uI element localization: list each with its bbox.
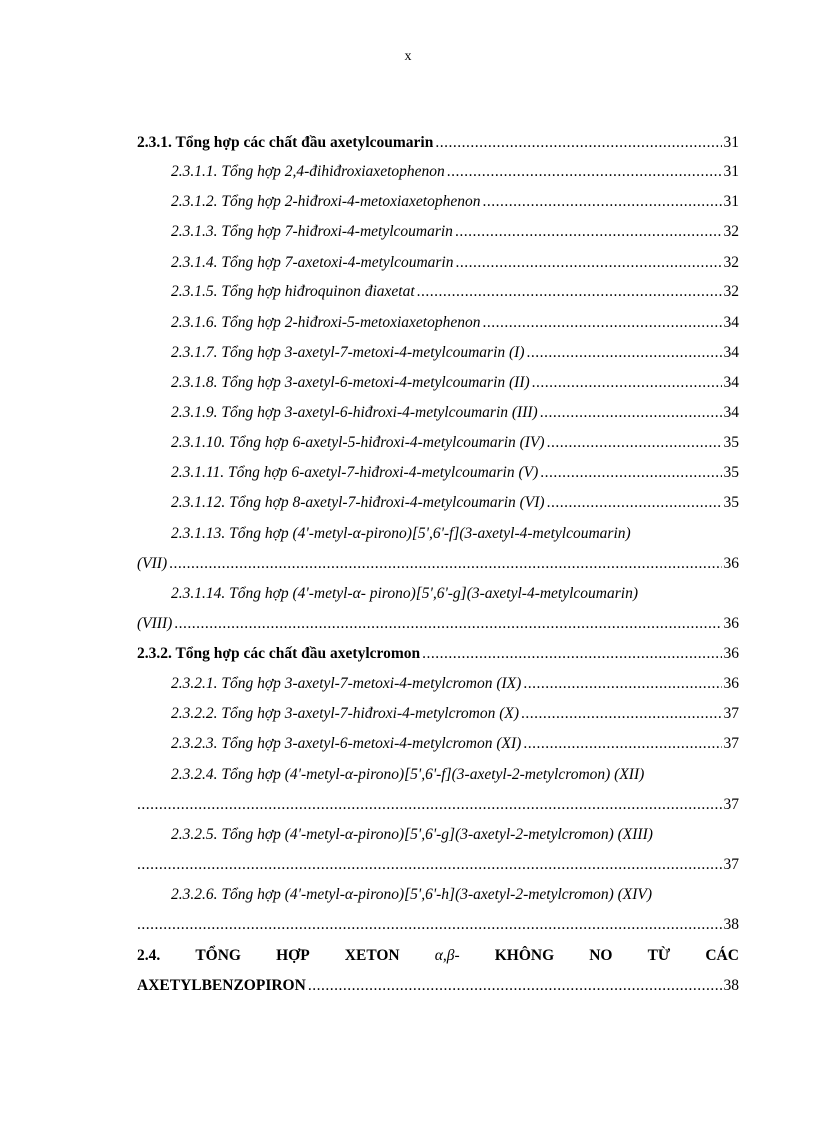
dot-leader (540, 464, 721, 482)
toc-entry[interactable] (171, 193, 739, 211)
toc-entry-page: 36 (723, 645, 739, 662)
toc-entry-2-3-1-13-line1[interactable]: 2.3.1.13. Tổng hợp (4'-metyl-α-pirono)[5',6'-f](3-axetyl-4-metylcoumarin) (171, 525, 631, 542)
toc-entry-2-3-2[interactable] (137, 645, 739, 663)
heading-word: TỔNG (195, 947, 241, 964)
toc-entry-2-3-2-5-line1[interactable]: 2.3.2.5. Tổng hợp (4'-metyl-α-pirono)[5',6'-g](3-axetyl-2-metylcromon) (XIII) (171, 826, 653, 843)
heading-word: NO (589, 947, 613, 964)
dot-leader (435, 134, 721, 152)
dot-leader (482, 314, 721, 332)
toc-entry-page: 36 (723, 555, 739, 572)
toc-entry[interactable] (171, 163, 739, 181)
toc-entry[interactable] (171, 705, 739, 723)
dot-leader (547, 494, 722, 512)
page-number: x (404, 49, 412, 64)
toc-entry-page: 34 (723, 344, 739, 361)
dot-leader (523, 735, 721, 753)
dot-leader (547, 434, 722, 452)
toc-entry-title: (VIII) (137, 615, 173, 632)
heading-word: KHÔNG (494, 947, 555, 964)
toc-entry-page: 38 (723, 916, 739, 933)
toc-entry-page: 37 (723, 735, 739, 752)
toc-entry-page: 31 (723, 134, 739, 151)
toc-entry-title: 2.3.2. Tổng hợp các chất đầu axetylcromon (137, 645, 421, 662)
toc-entry[interactable] (171, 675, 739, 693)
toc-entry-page: 31 (723, 163, 739, 180)
toc-entry-2-4-line1[interactable] (137, 947, 739, 965)
toc-entry-page: 36 (723, 615, 739, 632)
dot-leader (482, 193, 721, 211)
dot-leader (532, 374, 722, 392)
toc-entry-page: 34 (723, 404, 739, 421)
toc-entry-page: 35 (723, 464, 739, 481)
dot-leader (422, 645, 721, 663)
toc-entry[interactable] (171, 223, 739, 241)
toc-entry-title: 2.3.1.4. Tổng hợp 7-axetoxi-4-metylcoumarin (171, 254, 454, 271)
toc-entry-title: 2.3.1.3. Tổng hợp 7-hiđroxi-4-metylcoumarin (171, 223, 453, 240)
toc-entry-2-3-2-5-line2[interactable] (137, 856, 739, 874)
toc-entry-title: 2.3.1.12. Tổng hợp 8-axetyl-7-hiđroxi-4-metylcoumarin (VI) (171, 494, 545, 511)
toc-entry-2-3-2-6-line1[interactable]: 2.3.2.6. Tổng hợp (4'-metyl-α-pirono)[5',6'-h](3-axetyl-2-metylcromon) (XIV) (171, 886, 653, 903)
toc-entry-page: 34 (723, 314, 739, 331)
toc-entry-2-4-line2[interactable] (137, 977, 739, 995)
toc-entry[interactable] (171, 464, 739, 482)
dot-leader (540, 404, 722, 422)
toc-entry-title: (VII) (137, 555, 168, 572)
toc-entry-title: AXETYLBENZOPIRON (137, 977, 306, 994)
toc-entry-2-3-2-4-line2[interactable] (137, 796, 739, 814)
dot-leader (169, 555, 721, 573)
toc-entry-page: 38 (723, 977, 739, 994)
toc-entry-page: 37 (723, 796, 739, 813)
toc-entry-title: 2.3.1.11. Tổng hợp 6-axetyl-7-hiđroxi-4-metylcoumarin (V) (171, 464, 539, 481)
toc-entry-page: 36 (723, 675, 739, 692)
toc-entry-title: 2.3.1.5. Tổng hợp hiđroquinon điaxetat (171, 283, 415, 300)
toc-entry-title: 2.3.1.1. Tổng hợp 2,4-đihiđroxiaxetophenon (171, 163, 445, 180)
toc-entry-title: 2.3.1.2. Tổng hợp 2-hiđroxi-4-metoxiaxetophenon (171, 193, 481, 210)
toc-entry-title: 2.3.2.1. Tổng hợp 3-axetyl-7-metoxi-4-metylcromon (IX) (171, 675, 522, 692)
dot-leader (523, 675, 721, 693)
toc-entry-2-3-1-14-line2[interactable] (137, 615, 739, 633)
dot-leader (417, 283, 722, 301)
dot-leader (137, 796, 722, 814)
toc-entry-2-3-1[interactable] (137, 134, 739, 152)
toc-entry[interactable] (171, 404, 739, 422)
toc-entry[interactable] (171, 314, 739, 332)
toc-entry-title: 2.3.2.3. Tổng hợp 3-axetyl-6-metoxi-4-metylcromon (XI) (171, 735, 522, 752)
toc-entry-title: 2.3.1. Tổng hợp các chất đầu axetylcoumarin (137, 134, 434, 151)
heading-word: HỢP (276, 947, 310, 964)
toc-entry-page: 31 (723, 193, 739, 210)
toc-entry[interactable] (171, 254, 739, 272)
toc-entry[interactable] (171, 283, 739, 301)
dot-leader (526, 344, 721, 362)
heading-word: CÁC (705, 947, 739, 964)
heading-word: 2.4. (137, 947, 161, 964)
toc-entry-page: 35 (723, 434, 739, 451)
dot-leader (308, 977, 722, 995)
dot-leader (455, 223, 722, 241)
toc-entry-page: 32 (723, 223, 739, 240)
toc-entry-title: 2.3.1.10. Tổng hợp 6-axetyl-5-hiđroxi-4-metylcoumarin (IV) (171, 434, 545, 451)
toc-entry-title: 2.3.1.8. Tổng hợp 3-axetyl-6-metoxi-4-metylcoumarin (II) (171, 374, 530, 391)
toc-entry-title: 2.3.1.9. Tổng hợp 3-axetyl-6-hiđroxi-4-metylcoumarin (III) (171, 404, 538, 421)
heading-word: TỪ (647, 947, 671, 964)
toc-entry-page: 37 (723, 705, 739, 722)
dot-leader (521, 705, 721, 723)
toc-entry-2-3-2-6-line2[interactable] (137, 916, 739, 934)
toc-entry-page: 37 (723, 856, 739, 873)
toc-entry-title: 2.3.1.7. Tổng hợp 3-axetyl-7-metoxi-4-metylcoumarin (I) (171, 344, 525, 361)
toc-entry[interactable] (171, 434, 739, 452)
toc-entry-page: 32 (723, 283, 739, 300)
dot-leader (455, 254, 721, 272)
dot-leader (174, 615, 721, 633)
toc-entry-title: 2.3.1.6. Tổng hợp 2-hiđroxi-5-metoxiaxetophenon (171, 314, 481, 331)
toc-entry[interactable] (171, 494, 739, 512)
heading-word-greek: α,β- (434, 947, 460, 964)
toc-entry-2-3-1-13-line2[interactable] (137, 555, 739, 573)
toc-entry[interactable] (171, 735, 739, 753)
toc-entry-page: 32 (723, 254, 739, 271)
toc-entry-2-3-1-14-line1[interactable]: 2.3.1.14. Tổng hợp (4'-metyl-α- pirono)[5',6'-g](3-axetyl-4-metylcoumarin) (171, 585, 638, 602)
heading-word: XETON (344, 947, 400, 964)
toc-entry-page: 34 (723, 374, 739, 391)
toc-entry-page: 35 (723, 494, 739, 511)
toc-entry-2-3-2-4-line1[interactable]: 2.3.2.4. Tổng hợp (4'-metyl-α-pirono)[5',6'-f](3-axetyl-2-metylcromon) (XII) (171, 766, 645, 783)
toc-entry[interactable] (171, 344, 739, 362)
dot-leader (137, 856, 722, 874)
dot-leader (447, 163, 722, 181)
dot-leader (137, 916, 722, 934)
toc-entry-title: 2.3.2.2. Tổng hợp 3-axetyl-7-hiđroxi-4-metylcromon (X) (171, 705, 520, 722)
toc-entry[interactable] (171, 374, 739, 392)
